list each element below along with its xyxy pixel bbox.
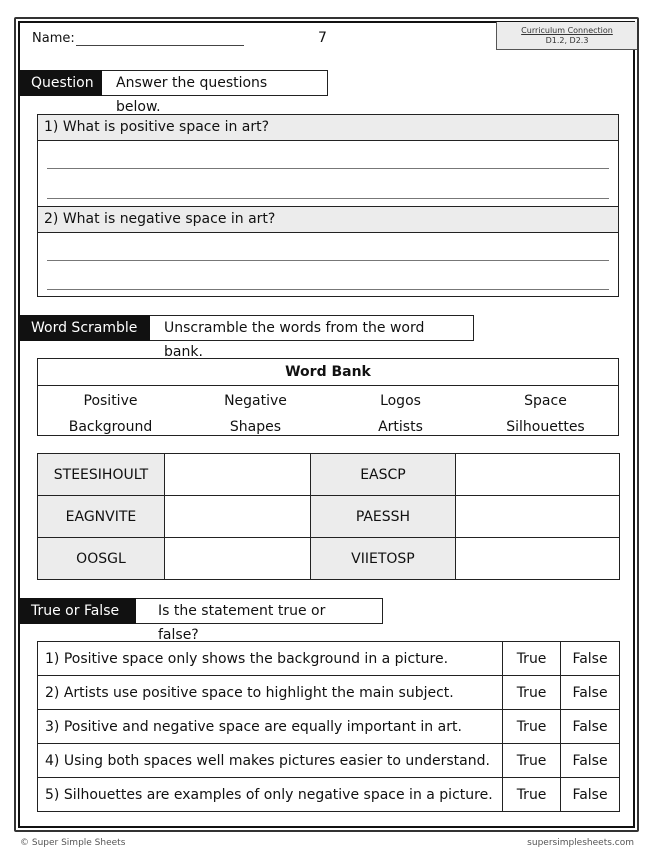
word-bank-item: Negative bbox=[224, 393, 287, 409]
curriculum-connection-box bbox=[496, 22, 637, 50]
word-bank-item: Shapes bbox=[229, 419, 282, 435]
tf-section-header bbox=[19, 598, 383, 643]
word-bank bbox=[37, 358, 619, 436]
table-row bbox=[38, 744, 620, 778]
true-false-table bbox=[37, 641, 620, 812]
false-option[interactable]: False bbox=[561, 676, 620, 710]
table-row bbox=[38, 676, 620, 710]
table-row bbox=[38, 778, 620, 812]
scrambled-word: PAESSH bbox=[310, 496, 456, 538]
word-bank-item: Silhouettes bbox=[506, 419, 585, 435]
scramble-answer-cell[interactable] bbox=[164, 538, 310, 580]
word-bank-item: Logos bbox=[380, 393, 421, 409]
false-option[interactable]: False bbox=[561, 744, 620, 778]
scramble-answer-cell[interactable] bbox=[456, 496, 620, 538]
scramble-section-header bbox=[19, 315, 474, 360]
scramble-answer-cell[interactable] bbox=[164, 496, 310, 538]
false-option[interactable]: False bbox=[561, 778, 620, 812]
questions-box bbox=[37, 114, 619, 297]
scrambled-word: EAGNVITE bbox=[38, 496, 165, 538]
table-row bbox=[38, 496, 620, 538]
scramble-table bbox=[37, 453, 620, 580]
scramble-instruction: Unscramble the words from the word bank. bbox=[150, 315, 474, 341]
table-row bbox=[38, 454, 620, 496]
answer-line-2b[interactable] bbox=[47, 289, 609, 290]
curriculum-title: Curriculum Connection bbox=[521, 26, 613, 35]
scramble-answer-cell[interactable] bbox=[456, 454, 620, 496]
tf-statement: 5) Silhouettes are examples of only negative space in a picture. bbox=[38, 778, 503, 812]
true-option[interactable]: True bbox=[503, 710, 561, 744]
word-bank-item: Artists bbox=[378, 419, 423, 435]
scrambled-word: VIIETOSP bbox=[310, 538, 456, 580]
false-option[interactable]: False bbox=[561, 642, 620, 676]
question-2-text: 2) What is negative space in art? bbox=[38, 206, 618, 233]
word-bank-title: Word Bank bbox=[38, 359, 618, 386]
table-row bbox=[38, 538, 620, 580]
name-label: Name: bbox=[32, 31, 75, 46]
table-row bbox=[38, 642, 620, 676]
page-number: 7 bbox=[318, 30, 327, 46]
scrambled-word: EASCP bbox=[310, 454, 456, 496]
curriculum-codes: D1.2, D2.3 bbox=[545, 36, 589, 45]
true-option[interactable]: True bbox=[503, 744, 561, 778]
tf-statement: 4) Using both spaces well makes pictures easier to understand. bbox=[38, 744, 503, 778]
word-bank-item: Background bbox=[68, 419, 153, 435]
word-bank-item: Space bbox=[524, 393, 567, 409]
question-section-header bbox=[19, 70, 328, 115]
question-1-text: 1) What is positive space in art? bbox=[38, 115, 618, 141]
tf-instruction: Is the statement true or false? bbox=[136, 598, 383, 624]
tf-statement: 2) Artists use positive space to highlight the main subject. bbox=[38, 676, 503, 710]
tf-statement: 3) Positive and negative space are equally important in art. bbox=[38, 710, 503, 744]
table-row bbox=[38, 710, 620, 744]
answer-line-2a[interactable] bbox=[47, 260, 609, 261]
scramble-tab: Word Scramble bbox=[19, 315, 150, 341]
tf-tab: True or False bbox=[19, 598, 136, 624]
scramble-answer-cell[interactable] bbox=[456, 538, 620, 580]
scrambled-word: OOSGL bbox=[38, 538, 165, 580]
answer-line-1a[interactable] bbox=[47, 168, 609, 169]
tf-statement: 1) Positive space only shows the background in a picture. bbox=[38, 642, 503, 676]
true-option[interactable]: True bbox=[503, 778, 561, 812]
word-bank-item: Positive bbox=[83, 393, 138, 409]
copyright-text: © Super Simple Sheets bbox=[20, 838, 126, 848]
website-text: supersimplesheets.com bbox=[527, 838, 634, 848]
scramble-answer-cell[interactable] bbox=[164, 454, 310, 496]
name-field[interactable] bbox=[76, 45, 244, 46]
question-instruction: Answer the questions below. bbox=[102, 70, 328, 96]
question-tab: Question bbox=[19, 70, 102, 96]
scrambled-word: STEESIHOULT bbox=[38, 454, 165, 496]
true-option[interactable]: True bbox=[503, 642, 561, 676]
true-option[interactable]: True bbox=[503, 676, 561, 710]
false-option[interactable]: False bbox=[561, 710, 620, 744]
answer-line-1b[interactable] bbox=[47, 198, 609, 199]
